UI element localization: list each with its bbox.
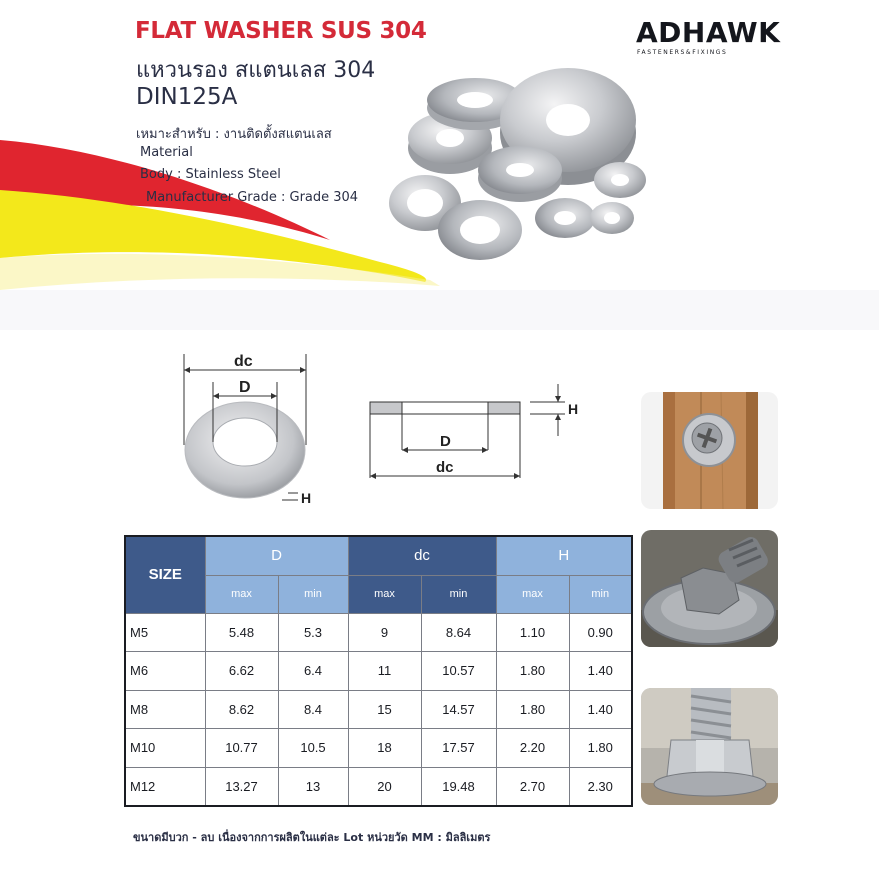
photo-wood-screw bbox=[641, 392, 778, 509]
value-cell: 8.64 bbox=[421, 613, 496, 652]
size-cell: M12 bbox=[125, 767, 205, 806]
spec-material: Material bbox=[140, 145, 193, 160]
value-cell: 8.62 bbox=[205, 690, 278, 729]
value-cell: 15 bbox=[348, 690, 421, 729]
product-title-thai: แหวนรอง สแตนเลส 304 bbox=[136, 58, 376, 83]
value-cell: 2.70 bbox=[496, 767, 569, 806]
table-row bbox=[125, 613, 632, 652]
spec-grade: Manufacturer Grade : Grade 304 bbox=[146, 190, 359, 205]
value-cell: 17.57 bbox=[421, 729, 496, 768]
value-cell: 14.57 bbox=[421, 690, 496, 729]
value-cell: 20 bbox=[348, 767, 421, 806]
adhawk-logo: ADHAWK FASTENERS&FIXINGS bbox=[636, 16, 781, 56]
subheader-max: max bbox=[348, 575, 421, 613]
value-cell: 2.20 bbox=[496, 729, 569, 768]
table-row bbox=[125, 729, 632, 768]
value-cell: 11 bbox=[348, 652, 421, 691]
value-cell: 1.80 bbox=[496, 690, 569, 729]
value-cell: 1.40 bbox=[569, 690, 632, 729]
value-cell: 1.80 bbox=[569, 729, 632, 768]
value-cell: 10.77 bbox=[205, 729, 278, 768]
photo-bolt-washer bbox=[641, 530, 778, 647]
tolerance-footnote: ขนาดมีบวก - ลบ เนื่องจากการผลิตในแต่ละ Lot หน่วยวัด MM : มิลลิเมตร bbox=[133, 831, 491, 844]
value-cell: 8.4 bbox=[278, 690, 348, 729]
size-header: SIZE bbox=[125, 536, 205, 613]
size-cell: M8 bbox=[125, 690, 205, 729]
value-cell: 5.48 bbox=[205, 613, 278, 652]
H-label-top: H bbox=[301, 490, 312, 506]
table-row bbox=[125, 652, 632, 691]
value-cell: 19.48 bbox=[421, 767, 496, 806]
subheader-min: min bbox=[569, 575, 632, 613]
value-cell: 2.30 bbox=[569, 767, 632, 806]
group-header-D: D bbox=[205, 536, 348, 575]
value-cell: 18 bbox=[348, 729, 421, 768]
subheader-max: max bbox=[205, 575, 278, 613]
group-header-H: H bbox=[496, 536, 632, 575]
value-cell: 1.80 bbox=[496, 652, 569, 691]
value-cell: 13.27 bbox=[205, 767, 278, 806]
D-label-section: D bbox=[440, 433, 451, 450]
dc-label-top: dc bbox=[234, 353, 253, 370]
dc-label-section: dc bbox=[436, 459, 454, 476]
dimensions-table bbox=[124, 535, 633, 807]
value-cell: 1.40 bbox=[569, 652, 632, 691]
table-row bbox=[125, 690, 632, 729]
washer-dimension-diagram bbox=[170, 340, 590, 520]
subheader-min: min bbox=[421, 575, 496, 613]
size-cell: M5 bbox=[125, 613, 205, 652]
product-title: FLAT WASHER SUS 304 bbox=[135, 18, 427, 44]
H-label-section: H bbox=[568, 401, 579, 417]
size-cell: M10 bbox=[125, 729, 205, 768]
table-row bbox=[125, 767, 632, 806]
value-cell: 9 bbox=[348, 613, 421, 652]
value-cell: 0.90 bbox=[569, 613, 632, 652]
subheader-min: min bbox=[278, 575, 348, 613]
D-label-top: D bbox=[239, 379, 251, 396]
group-header-dc: dc bbox=[348, 536, 496, 575]
value-cell: 6.62 bbox=[205, 652, 278, 691]
subheader-max: max bbox=[496, 575, 569, 613]
spec-body: Body : Stainless Steel bbox=[140, 167, 281, 182]
value-cell: 5.3 bbox=[278, 613, 348, 652]
size-cell: M6 bbox=[125, 652, 205, 691]
value-cell: 13 bbox=[278, 767, 348, 806]
value-cell: 10.57 bbox=[421, 652, 496, 691]
value-cell: 10.5 bbox=[278, 729, 348, 768]
value-cell: 1.10 bbox=[496, 613, 569, 652]
spec-usage: เหมาะสำหรับ : งานติดตั้งสแตนเลส bbox=[136, 127, 332, 142]
product-standard: DIN125A bbox=[136, 84, 238, 110]
photo-bolt-nut bbox=[641, 688, 778, 805]
washers-photo bbox=[380, 58, 670, 268]
value-cell: 6.4 bbox=[278, 652, 348, 691]
